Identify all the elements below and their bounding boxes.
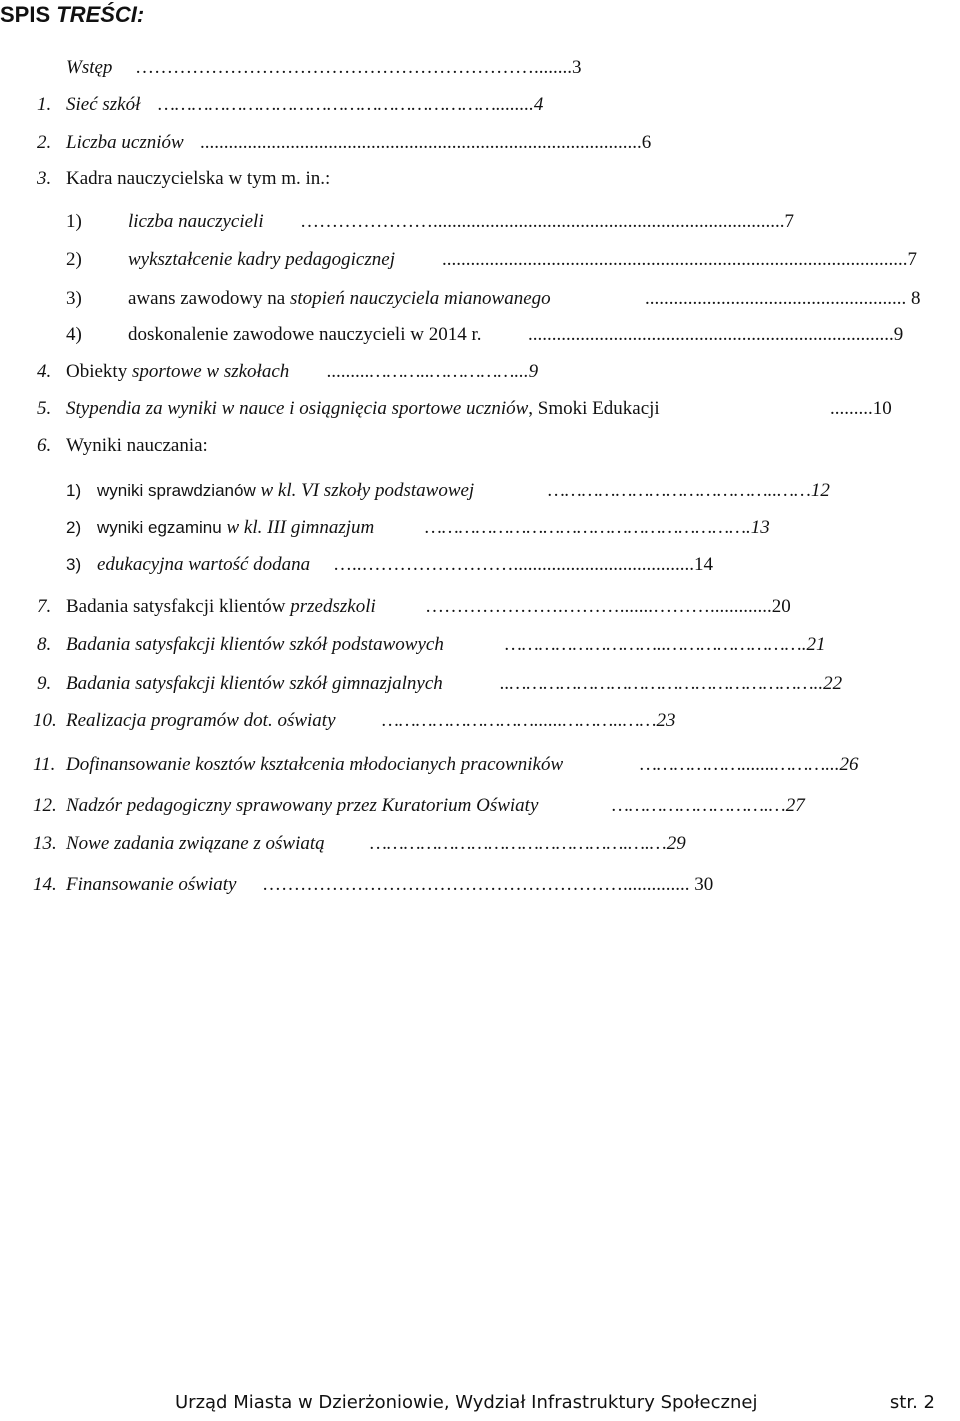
toc-entry-title: Wyniki nauczania:: [66, 435, 208, 456]
toc-entry-title: Realizacja programów dot. oświaty: [66, 710, 336, 731]
toc-entry-title: Sieć szkół: [66, 94, 141, 115]
toc-entry-title: Finansowanie oświaty: [66, 874, 237, 895]
toc-entry-title: wyniki sprawdzianów w kl. VI szkoły podstawowej: [97, 480, 475, 501]
toc-entry-page: ………………………………………………….............. 30: [262, 874, 714, 895]
toc-entry-number: 3): [66, 555, 82, 574]
toc-entry-9[interactable]: [0, 669, 960, 699]
toc-entry-number: 5.: [37, 398, 52, 419]
toc-entry-number: 2): [66, 249, 82, 270]
toc-entry-title: wykształcenie kadry pedagogicznej: [128, 249, 395, 270]
toc-entry-number: 4): [66, 324, 82, 345]
toc-entry-10[interactable]: [0, 706, 960, 736]
toc-entry-6: [0, 431, 960, 461]
toc-entry-12[interactable]: [0, 791, 960, 821]
toc-entry-title: Nowe zadania związane z oświatą: [66, 833, 325, 854]
toc-entry-5[interactable]: [0, 394, 960, 424]
toc-subentry-3-4[interactable]: [0, 320, 960, 350]
toc-entry-page: ………………………………………………….13: [425, 517, 770, 538]
toc-entry-page: .........10: [830, 398, 892, 419]
toc-entry-7[interactable]: [0, 592, 960, 622]
toc-entry-page: ………………….……….......……….............20: [425, 596, 791, 617]
toc-entry-title: awans zawodowy na stopień nauczyciela mianowanego: [128, 288, 551, 309]
toc-entry-number: 13.: [33, 833, 57, 854]
footer-page-number: str. 2: [889, 1392, 935, 1413]
toc-entry-number: 9.: [37, 673, 52, 694]
heading-italic: TREŚCI:: [56, 2, 145, 27]
toc-entry-14[interactable]: [0, 870, 960, 900]
toc-entry-title: Wstęp: [66, 57, 113, 78]
toc-entry-page: ……………………………………….….…29: [370, 833, 686, 854]
toc-entry-title: Liczba uczniów: [66, 132, 184, 153]
toc-subentry-3-2[interactable]: [0, 245, 960, 275]
toc-entry-title: liczba nauczycieli: [128, 211, 264, 232]
toc-entry-13[interactable]: [0, 829, 960, 859]
toc-entry-number: 4.: [37, 361, 52, 382]
toc-entry-number: 7.: [37, 596, 52, 617]
toc-entry-title: wyniki egzaminu w kl. III gimnazjum: [97, 517, 375, 538]
toc-entry-number: 3): [66, 288, 82, 309]
toc-entry-page: .........………..……………...9: [327, 361, 539, 382]
toc-entry-number: 10.: [33, 710, 57, 731]
toc-entry-number: 2.: [37, 132, 52, 153]
toc-entry-number: 1): [66, 481, 82, 500]
toc-entry-title: Badania satysfakcji klientów przedszkoli: [66, 596, 376, 617]
toc-entry-number: 6.: [37, 435, 52, 456]
toc-entry-number: 12.: [33, 795, 57, 816]
toc-entry-title: Stypendia za wyniki w nauce i osiągnięcia sportowe uczniów, Smoki Edukacji: [66, 398, 660, 419]
toc-entry-title: edukacyjna wartość dodana: [97, 554, 311, 575]
toc-entry-number: 14.: [33, 874, 57, 895]
toc-subentry-6-2[interactable]: [0, 513, 960, 543]
toc-entry-number: 1): [66, 211, 82, 232]
toc-entry-number: 3.: [37, 168, 52, 189]
toc-entry-title: Badania satysfakcji klientów szkół gimnazjalnych: [66, 673, 443, 694]
toc-entry-8[interactable]: [0, 630, 960, 660]
toc-entry-page: ………………………......………..……23: [382, 710, 676, 731]
toc-entry-page: …..……………………......................................14: [333, 554, 713, 575]
toc-entry-number: 11.: [33, 754, 56, 775]
toc-entry-4[interactable]: [0, 357, 960, 387]
toc-entry-page: .............................................................................................6: [200, 132, 652, 153]
toc-entry-intro[interactable]: [0, 53, 960, 83]
toc-entry-title: Badania satysfakcji klientów szkół podstawowych: [66, 634, 444, 655]
toc-entry-2[interactable]: [0, 128, 960, 158]
toc-entry-title: Dofinansowanie kosztów kształcenia młodocianych pracowników: [66, 754, 564, 775]
toc-entry-number: 1.: [37, 94, 52, 115]
toc-entry-11[interactable]: [0, 750, 960, 780]
toc-entry-page: ……………………….…27: [612, 795, 805, 816]
page-footer: [175, 1392, 935, 1420]
toc-entry-title: Obiekty sportowe w szkołach: [66, 361, 290, 382]
footer-text: Urząd Miasta w Dzierżoniowie, Wydział Infrastruktury Społecznej: [175, 1392, 758, 1413]
toc-entry-title: Kadra nauczycielska w tym m. in.:: [66, 168, 331, 189]
toc-entry-page: ………………………..…………………….21: [505, 634, 826, 655]
toc-entry-number: 8.: [37, 634, 52, 655]
toc-subentry-3-1[interactable]: [0, 207, 960, 237]
toc-subentry-6-3[interactable]: [0, 550, 960, 580]
toc-entry-page: .............................................................................9: [528, 324, 904, 345]
toc-entry-number: 2): [66, 518, 82, 537]
toc-entry-title: Nadzór pedagogiczny sprawowany przez Kuratorium Oświaty: [66, 795, 539, 816]
toc-entry-3: [0, 164, 960, 194]
heading-plain: SPIS: [0, 2, 57, 27]
toc-entry-page: ……………………………………………………........4: [158, 94, 544, 115]
toc-entry-page: …………………………………..……12: [548, 480, 830, 501]
page-heading: [0, 2, 144, 28]
toc-entry-page: ..………………………………………………..22: [500, 673, 843, 694]
toc-entry-title: doskonalenie zawodowe nauczycieli w 2014 r.: [128, 324, 482, 345]
toc-entry-page: ……………….......………...26: [640, 754, 859, 775]
toc-entry-page: ………………………………………………………........3: [135, 57, 582, 78]
toc-entry-page: ..................................................................................................7: [442, 249, 917, 270]
toc-subentry-3-3[interactable]: [0, 284, 960, 314]
toc-subentry-6-1[interactable]: [0, 476, 960, 506]
toc-entry-1[interactable]: [0, 90, 960, 120]
toc-entry-page: ....................................................... 8: [645, 288, 921, 309]
toc-entry-page: …………………..........................................................................7: [300, 211, 794, 232]
